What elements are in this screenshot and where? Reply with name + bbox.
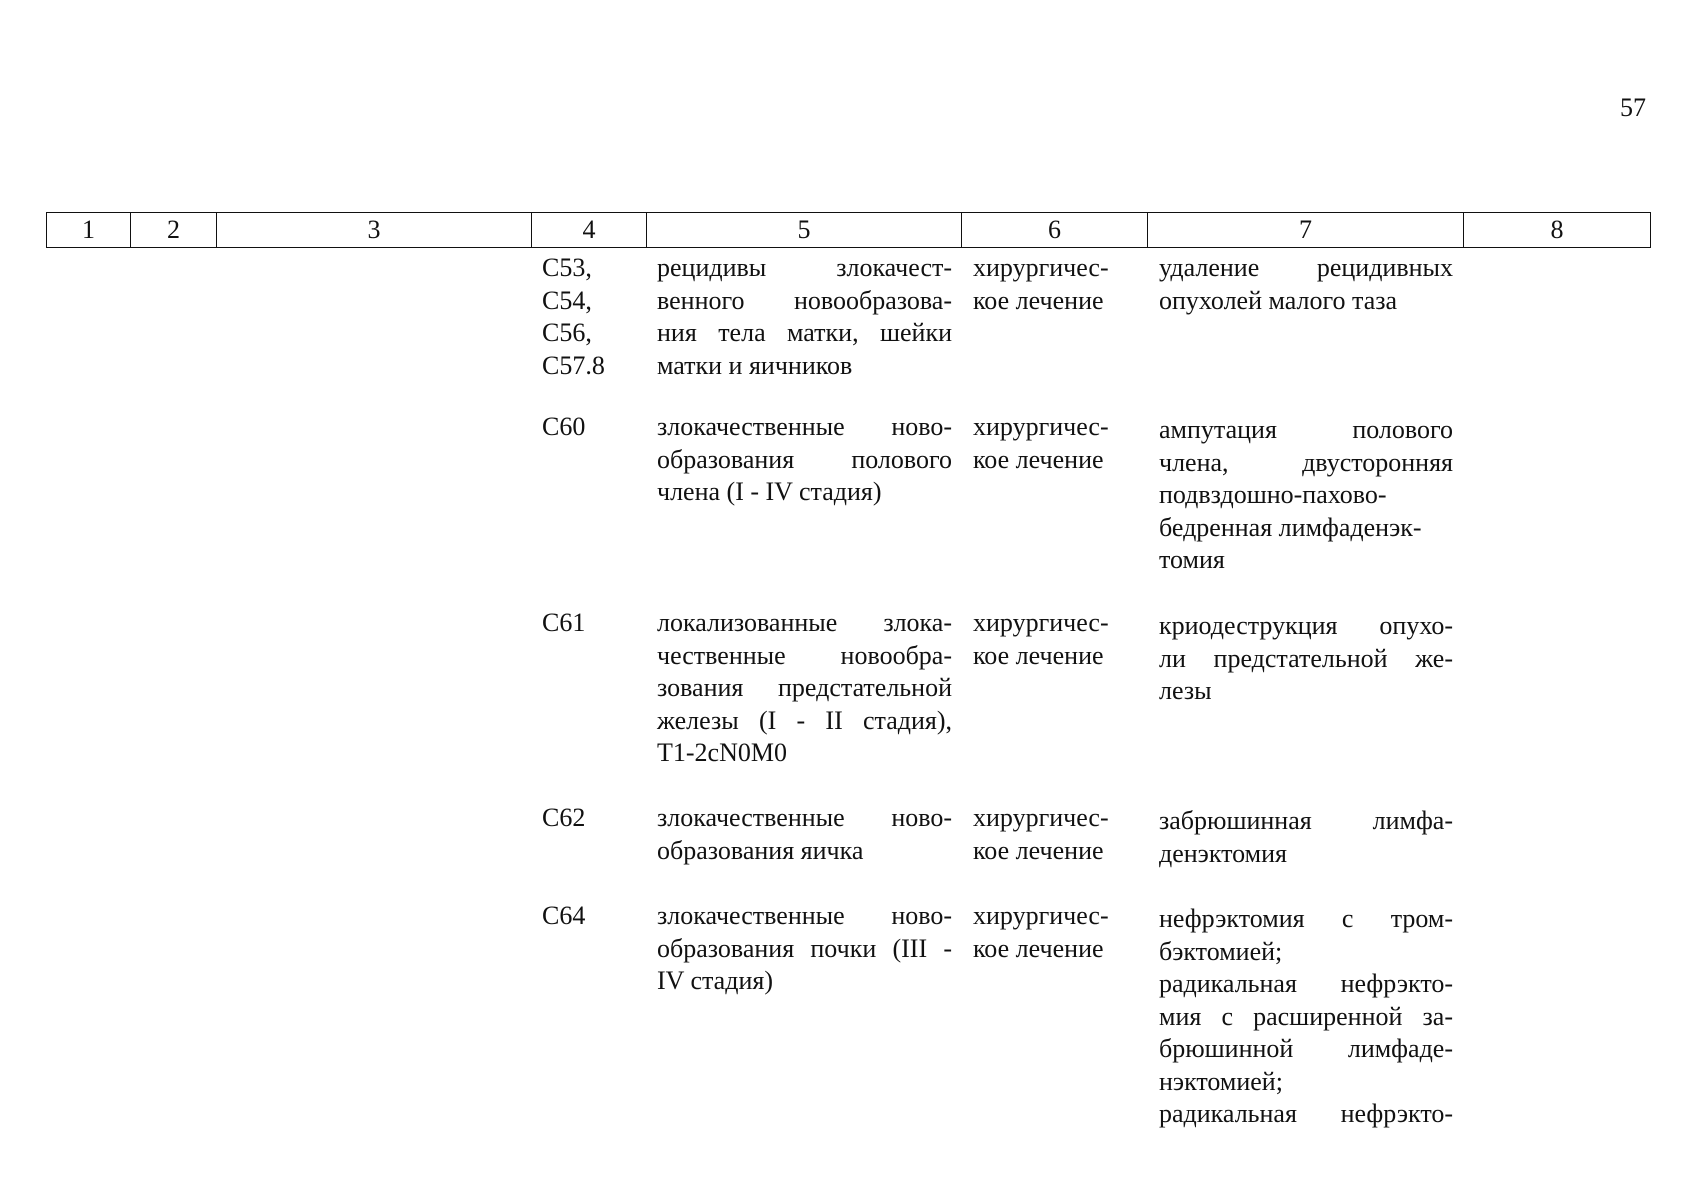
treatment-line: хирургичес-	[973, 901, 1109, 930]
diagnosis-cell	[657, 252, 952, 382]
treatment-type-cell	[973, 802, 1123, 867]
diagnosis-line: злокачественные ново-	[657, 901, 952, 930]
icd-code: C57.8	[542, 350, 605, 380]
header-col-3: 3	[217, 213, 532, 248]
treatment-line: кое лечение	[973, 640, 1104, 670]
diagnosis-line: железы (I - II стадия),	[657, 705, 952, 735]
treatment-line: хирургичес-	[973, 253, 1109, 282]
method-line: ампутация полового	[1159, 415, 1453, 444]
method-line: нэктомией;	[1159, 1066, 1283, 1096]
icd-codes-cell	[542, 802, 642, 835]
method-line: подвздошно-пахово-	[1159, 480, 1387, 509]
header-col-2: 2	[131, 213, 217, 248]
icd-codes-cell	[542, 411, 642, 444]
treatment-line: кое лечение	[973, 933, 1104, 963]
method-line: томия	[1159, 545, 1225, 574]
icd-code: C53,	[542, 253, 592, 282]
icd-codes-cell	[542, 252, 642, 382]
icd-code: C64	[542, 901, 586, 930]
header-col-1: 1	[47, 213, 131, 248]
treatment-line: хирургичес-	[973, 803, 1109, 832]
method-line: радикальная нефрэкто-	[1159, 1099, 1453, 1128]
diagnosis-line: локализованные злока-	[657, 608, 952, 637]
diagnosis-line: члена (I - IV стадия)	[657, 477, 882, 506]
diagnosis-line: T1-2cN0M0	[657, 738, 787, 767]
method-line: брюшинной лимфаде-	[1159, 1034, 1453, 1063]
diagnosis-line: матки и яичников	[657, 350, 853, 380]
icd-code: C61	[542, 608, 586, 637]
diagnosis-line: злокачественные ново-	[657, 412, 952, 441]
method-line: денэктомия	[1159, 838, 1287, 868]
treatment-method-cell	[1159, 414, 1453, 577]
page-number: 57	[1620, 93, 1646, 122]
diagnosis-line: злокачественные ново-	[657, 803, 952, 832]
diagnosis-cell	[657, 607, 952, 770]
diagnosis-line: IV стадия)	[657, 966, 773, 995]
treatment-line: хирургичес-	[973, 412, 1109, 441]
treatment-line: кое лечение	[973, 835, 1104, 865]
method-line: удаление рецидивных	[1159, 253, 1453, 282]
diagnosis-cell	[657, 802, 952, 867]
treatment-line: хирургичес-	[973, 608, 1109, 637]
method-line: опухолей малого таза	[1159, 285, 1398, 315]
diagnosis-cell	[657, 900, 952, 998]
header-col-6: 6	[962, 213, 1148, 248]
method-line: криодеструкция опухо-	[1159, 611, 1453, 640]
treatment-method-cell	[1159, 252, 1453, 317]
header-col-5: 5	[647, 213, 962, 248]
method-line: бэктомией;	[1159, 936, 1283, 966]
treatment-method-cell	[1159, 903, 1453, 1131]
icd-code: C56,	[542, 318, 592, 347]
method-line: лезы	[1159, 676, 1212, 705]
treatment-method-cell	[1159, 610, 1453, 708]
method-line: мия с расширенной за-	[1159, 1001, 1453, 1031]
method-line: нефрэктомия с тром-	[1159, 904, 1453, 933]
diagnosis-line: образования полового	[657, 444, 952, 474]
header-col-4: 4	[532, 213, 647, 248]
icd-code: C62	[542, 803, 586, 832]
method-line: забрюшинная лимфа-	[1159, 806, 1453, 835]
icd-codes-cell	[542, 607, 642, 640]
diagnosis-line: чественные новообра-	[657, 640, 952, 670]
treatment-line: кое лечение	[973, 285, 1104, 315]
method-line: члена, двусторонняя	[1159, 447, 1453, 477]
treatment-type-cell	[973, 900, 1123, 965]
method-line: ли предстательной же-	[1159, 643, 1453, 673]
diagnosis-cell	[657, 411, 952, 509]
icd-code: C60	[542, 412, 586, 441]
treatment-type-cell	[973, 411, 1123, 476]
header-col-7: 7	[1148, 213, 1464, 248]
diagnosis-line: образования яичка	[657, 835, 864, 865]
diagnosis-line: венного новообразова-	[657, 285, 952, 315]
treatment-line: кое лечение	[973, 444, 1104, 474]
header-col-8: 8	[1464, 213, 1651, 248]
method-line: радикальная нефрэкто-	[1159, 969, 1453, 998]
icd-codes-cell	[542, 900, 642, 933]
treatment-type-cell	[973, 252, 1123, 317]
diagnosis-line: зования предстательной	[657, 673, 952, 702]
diagnosis-line: образования почки (III -	[657, 933, 952, 963]
treatment-method-cell	[1159, 805, 1453, 870]
method-line: бедренная лимфаденэк-	[1159, 512, 1422, 542]
diagnosis-line: рецидивы злокачест-	[657, 253, 952, 282]
diagnosis-line: ния тела матки, шейки	[657, 318, 952, 347]
icd-code: C54,	[542, 285, 592, 315]
treatment-type-cell	[973, 607, 1123, 672]
